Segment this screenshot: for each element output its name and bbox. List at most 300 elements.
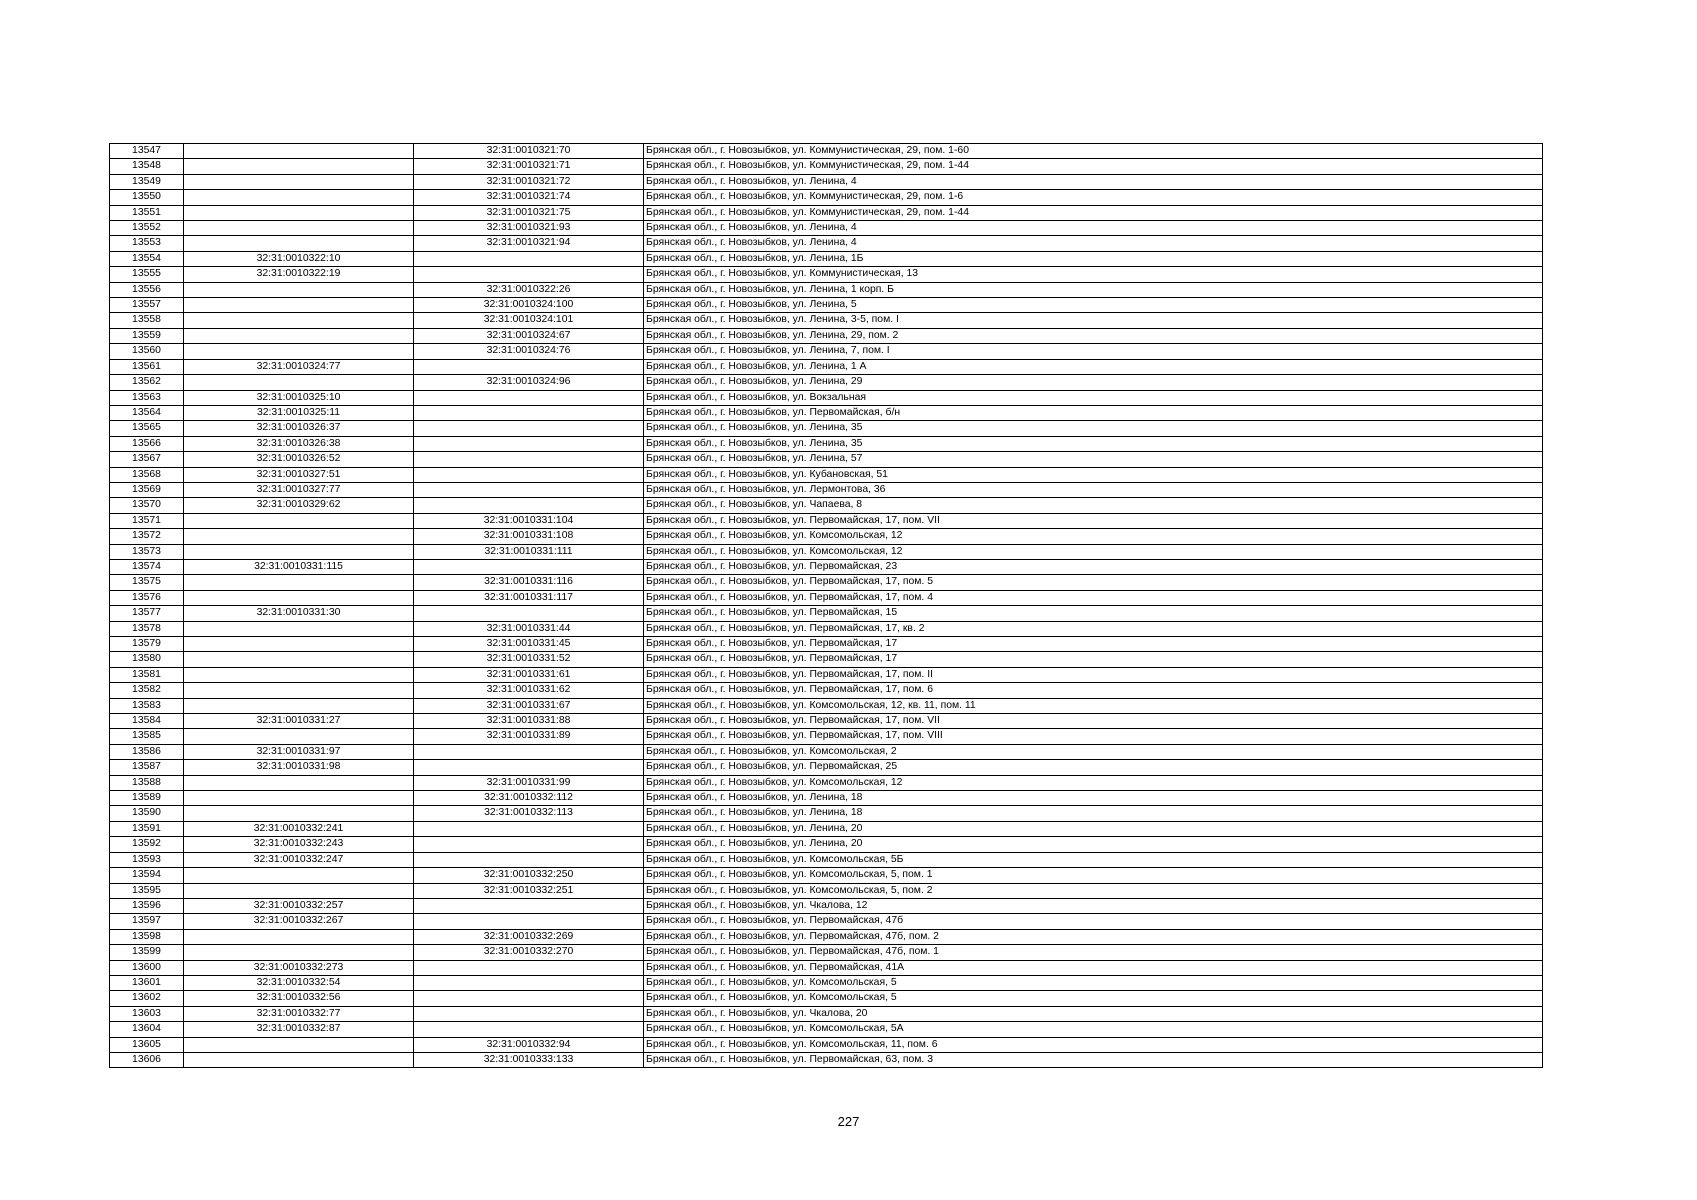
cadastral-parcel-cell: 32:31:0010326:52	[184, 452, 414, 467]
address-cell: Брянская обл., г. Новозыбков, ул. Первомайская, 47б	[644, 914, 1543, 929]
cadastral-object-cell	[414, 837, 644, 852]
table-row	[110, 883, 1543, 898]
table-row	[110, 405, 1543, 420]
row-number-cell: 13595	[110, 883, 184, 898]
row-number-cell: 13568	[110, 467, 184, 482]
cadastral-parcel-cell: 32:31:0010332:243	[184, 837, 414, 852]
row-number-cell: 13573	[110, 544, 184, 559]
cadastral-parcel-cell	[184, 174, 414, 189]
cadastral-parcel-cell	[184, 529, 414, 544]
cadastral-object-cell: 32:31:0010332:113	[414, 806, 644, 821]
row-number-cell: 13561	[110, 359, 184, 374]
row-number-cell: 13601	[110, 975, 184, 990]
row-number-cell: 13606	[110, 1052, 184, 1067]
table-row	[110, 929, 1543, 944]
cadastral-object-cell: 32:31:0010331:99	[414, 775, 644, 790]
cadastral-object-cell	[414, 559, 644, 574]
cadastral-parcel-cell	[184, 375, 414, 390]
cadastral-object-cell	[414, 1006, 644, 1021]
table-row	[110, 544, 1543, 559]
table-row	[110, 806, 1543, 821]
cadastral-object-cell	[414, 436, 644, 451]
cadastral-parcel-cell	[184, 282, 414, 297]
cadastral-object-cell	[414, 359, 644, 374]
table-row	[110, 282, 1543, 297]
address-cell: Брянская обл., г. Новозыбков, ул. Комсомольская, 12	[644, 544, 1543, 559]
address-cell: Брянская обл., г. Новозыбков, ул. Первомайская, 17, пом. 4	[644, 590, 1543, 605]
address-cell: Брянская обл., г. Новозыбков, ул. Коммунистическая, 29, пом. 1-60	[644, 144, 1543, 159]
address-cell: Брянская обл., г. Новозыбков, ул. Первомайская, 17, пом. VII	[644, 513, 1543, 528]
table-row	[110, 344, 1543, 359]
address-cell: Брянская обл., г. Новозыбков, ул. Ленина, 29	[644, 375, 1543, 390]
table-row	[110, 498, 1543, 513]
address-cell: Брянская обл., г. Новозыбков, ул. Ленина, 5	[644, 298, 1543, 313]
table-row	[110, 251, 1543, 266]
cadastral-parcel-cell: 32:31:0010326:37	[184, 421, 414, 436]
table-row	[110, 637, 1543, 652]
cadastral-parcel-cell	[184, 945, 414, 960]
address-cell: Брянская обл., г. Новозыбков, ул. Ленина, 35	[644, 436, 1543, 451]
cadastral-parcel-cell	[184, 775, 414, 790]
cadastral-parcel-cell	[184, 868, 414, 883]
cadastral-parcel-cell: 32:31:0010332:247	[184, 852, 414, 867]
cadastral-parcel-cell: 32:31:0010322:10	[184, 251, 414, 266]
cadastral-object-cell	[414, 821, 644, 836]
row-number-cell: 13576	[110, 590, 184, 605]
table-row	[110, 1022, 1543, 1037]
cadastral-parcel-cell: 32:31:0010324:77	[184, 359, 414, 374]
cadastral-object-cell	[414, 251, 644, 266]
cadastral-parcel-cell	[184, 144, 414, 159]
cadastral-object-cell	[414, 852, 644, 867]
table-row	[110, 714, 1543, 729]
row-number-cell: 13586	[110, 744, 184, 759]
row-number-cell: 13574	[110, 559, 184, 574]
table-row	[110, 683, 1543, 698]
address-cell: Брянская обл., г. Новозыбков, ул. Ленина, 4	[644, 174, 1543, 189]
table-row	[110, 559, 1543, 574]
cadastral-parcel-cell: 32:31:0010332:56	[184, 991, 414, 1006]
cadastral-parcel-cell	[184, 1052, 414, 1067]
cadastral-parcel-cell	[184, 544, 414, 559]
address-cell: Брянская обл., г. Новозыбков, ул. Первомайская, 17	[644, 652, 1543, 667]
address-cell: Брянская обл., г. Новозыбков, ул. Коммунистическая, 13	[644, 267, 1543, 282]
cadastral-parcel-cell	[184, 205, 414, 220]
table-row	[110, 698, 1543, 713]
table-row	[110, 359, 1543, 374]
row-number-cell: 13596	[110, 898, 184, 913]
cadastral-object-cell: 32:31:0010332:250	[414, 868, 644, 883]
cadastral-object-cell: 32:31:0010331:67	[414, 698, 644, 713]
row-number-cell: 13570	[110, 498, 184, 513]
cadastral-parcel-cell	[184, 667, 414, 682]
address-cell: Брянская обл., г. Новозыбков, ул. Лермонтова, 36	[644, 482, 1543, 497]
cadastral-parcel-cell	[184, 298, 414, 313]
row-number-cell: 13584	[110, 714, 184, 729]
address-cell: Брянская обл., г. Новозыбков, ул. Ленина, 29, пом. 2	[644, 328, 1543, 343]
cadastral-object-cell: 32:31:0010331:89	[414, 729, 644, 744]
address-cell: Брянская обл., г. Новозыбков, ул. Коммунистическая, 29, пом. 1-6	[644, 190, 1543, 205]
cadastral-object-cell: 32:31:0010333:133	[414, 1052, 644, 1067]
row-number-cell: 13602	[110, 991, 184, 1006]
cadastral-object-cell	[414, 421, 644, 436]
table-row	[110, 1052, 1543, 1067]
table-row	[110, 529, 1543, 544]
cadastral-object-cell: 32:31:0010324:96	[414, 375, 644, 390]
row-number-cell: 13603	[110, 1006, 184, 1021]
row-number-cell: 13550	[110, 190, 184, 205]
table-row	[110, 144, 1543, 159]
row-number-cell: 13559	[110, 328, 184, 343]
table-row	[110, 298, 1543, 313]
row-number-cell: 13556	[110, 282, 184, 297]
table-row	[110, 775, 1543, 790]
address-cell: Брянская обл., г. Новозыбков, ул. Чапаева, 8	[644, 498, 1543, 513]
table-row	[110, 375, 1543, 390]
address-cell: Брянская обл., г. Новозыбков, ул. Комсомольская, 5	[644, 991, 1543, 1006]
address-cell: Брянская обл., г. Новозыбков, ул. Ленина, 3-5, пом. I	[644, 313, 1543, 328]
cadastral-parcel-cell	[184, 590, 414, 605]
address-cell: Брянская обл., г. Новозыбков, ул. Вокзальная	[644, 390, 1543, 405]
table-row	[110, 452, 1543, 467]
address-cell: Брянская обл., г. Новозыбков, ул. Первомайская, 17, пом. VIII	[644, 729, 1543, 744]
table-row	[110, 945, 1543, 960]
table-row	[110, 313, 1543, 328]
row-number-cell: 13564	[110, 405, 184, 420]
cadastral-parcel-cell: 32:31:0010327:51	[184, 467, 414, 482]
row-number-cell: 13552	[110, 221, 184, 236]
cadastral-object-cell: 32:31:0010321:72	[414, 174, 644, 189]
address-cell: Брянская обл., г. Новозыбков, ул. Ленина, 4	[644, 221, 1543, 236]
row-number-cell: 13577	[110, 606, 184, 621]
row-number-cell: 13555	[110, 267, 184, 282]
address-cell: Брянская обл., г. Новозыбков, ул. Ленина, 20	[644, 821, 1543, 836]
table-row	[110, 590, 1543, 605]
cadastral-object-cell	[414, 1022, 644, 1037]
cadastral-object-cell	[414, 744, 644, 759]
cadastral-object-cell: 32:31:0010322:26	[414, 282, 644, 297]
cadastral-object-cell: 32:31:0010332:270	[414, 945, 644, 960]
cadastral-parcel-cell	[184, 344, 414, 359]
row-number-cell: 13578	[110, 621, 184, 636]
address-cell: Брянская обл., г. Новозыбков, ул. Первомайская, 25	[644, 760, 1543, 775]
cadastral-parcel-cell	[184, 729, 414, 744]
row-number-cell: 13588	[110, 775, 184, 790]
row-number-cell: 13597	[110, 914, 184, 929]
cadastral-parcel-cell	[184, 328, 414, 343]
cadastral-parcel-cell	[184, 236, 414, 251]
address-cell: Брянская обл., г. Новозыбков, ул. Ленина, 7, пом. I	[644, 344, 1543, 359]
row-number-cell: 13575	[110, 575, 184, 590]
row-number-cell: 13594	[110, 868, 184, 883]
table-row	[110, 868, 1543, 883]
cadastral-object-cell: 32:31:0010324:67	[414, 328, 644, 343]
address-cell: Брянская обл., г. Новозыбков, ул. Ленина, 4	[644, 236, 1543, 251]
cadastral-parcel-cell	[184, 637, 414, 652]
row-number-cell: 13547	[110, 144, 184, 159]
row-number-cell: 13589	[110, 791, 184, 806]
row-number-cell: 13566	[110, 436, 184, 451]
table-row	[110, 575, 1543, 590]
table-row	[110, 190, 1543, 205]
address-cell: Брянская обл., г. Новозыбков, ул. Кубановская, 51	[644, 467, 1543, 482]
cadastral-parcel-cell	[184, 1037, 414, 1052]
address-cell: Брянская обл., г. Новозыбков, ул. Ленина, 35	[644, 421, 1543, 436]
row-number-cell: 13565	[110, 421, 184, 436]
cadastral-parcel-cell	[184, 575, 414, 590]
address-cell: Брянская обл., г. Новозыбков, ул. Комсомольская, 5, пом. 2	[644, 883, 1543, 898]
table-row	[110, 236, 1543, 251]
row-number-cell: 13572	[110, 529, 184, 544]
cadastral-object-cell: 32:31:0010321:75	[414, 205, 644, 220]
cadastral-object-cell: 32:31:0010321:70	[414, 144, 644, 159]
row-number-cell: 13580	[110, 652, 184, 667]
cadastral-object-cell: 32:31:0010324:100	[414, 298, 644, 313]
table-row	[110, 914, 1543, 929]
cadastral-object-cell: 32:31:0010331:116	[414, 575, 644, 590]
cadastral-parcel-cell: 32:31:0010332:267	[184, 914, 414, 929]
table-row	[110, 991, 1543, 1006]
row-number-cell: 13593	[110, 852, 184, 867]
cadastral-object-cell: 32:31:0010321:74	[414, 190, 644, 205]
cadastral-object-cell: 32:31:0010331:44	[414, 621, 644, 636]
address-cell: Брянская обл., г. Новозыбков, ул. Комсомольская, 12, кв. 11, пом. 11	[644, 698, 1543, 713]
cadastral-parcel-cell: 32:31:0010331:27	[184, 714, 414, 729]
cadastral-object-cell	[414, 760, 644, 775]
row-number-cell: 13592	[110, 837, 184, 852]
address-cell: Брянская обл., г. Новозыбков, ул. Комсомольская, 12	[644, 529, 1543, 544]
address-cell: Брянская обл., г. Новозыбков, ул. Первомайская, 15	[644, 606, 1543, 621]
cadastral-object-cell	[414, 482, 644, 497]
row-number-cell: 13551	[110, 205, 184, 220]
table-row	[110, 390, 1543, 405]
table-row	[110, 898, 1543, 913]
cadastral-object-cell	[414, 975, 644, 990]
row-number-cell: 13598	[110, 929, 184, 944]
cadastral-object-cell	[414, 960, 644, 975]
cadastral-parcel-cell: 32:31:0010332:77	[184, 1006, 414, 1021]
cadastral-parcel-cell	[184, 513, 414, 528]
cadastral-object-cell: 32:31:0010331:117	[414, 590, 644, 605]
table-row	[110, 205, 1543, 220]
address-cell: Брянская обл., г. Новозыбков, ул. Первомайская, 17, пом. VII	[644, 714, 1543, 729]
table-row	[110, 159, 1543, 174]
row-number-cell: 13585	[110, 729, 184, 744]
cadastral-parcel-cell	[184, 683, 414, 698]
cadastral-parcel-cell: 32:31:0010332:87	[184, 1022, 414, 1037]
address-cell: Брянская обл., г. Новозыбков, ул. Первомайская, 17	[644, 637, 1543, 652]
table-row	[110, 837, 1543, 852]
row-number-cell: 13581	[110, 667, 184, 682]
address-cell: Брянская обл., г. Новозыбков, ул. Ленина, 18	[644, 791, 1543, 806]
table-row	[110, 328, 1543, 343]
address-cell: Брянская обл., г. Новозыбков, ул. Первомайская, 17, пом. 5	[644, 575, 1543, 590]
address-cell: Брянская обл., г. Новозыбков, ул. Коммунистическая, 29, пом. 1-44	[644, 205, 1543, 220]
table-row	[110, 621, 1543, 636]
row-number-cell: 13571	[110, 513, 184, 528]
cadastral-object-cell	[414, 898, 644, 913]
cadastral-object-cell: 32:31:0010324:101	[414, 313, 644, 328]
row-number-cell: 13604	[110, 1022, 184, 1037]
cadastral-parcel-cell	[184, 159, 414, 174]
cadastral-object-cell	[414, 390, 644, 405]
table-row	[110, 960, 1543, 975]
address-cell: Брянская обл., г. Новозыбков, ул. Ленина, 1 корп. Б	[644, 282, 1543, 297]
table-row	[110, 821, 1543, 836]
row-number-cell: 13599	[110, 945, 184, 960]
cadastral-parcel-cell	[184, 621, 414, 636]
row-number-cell: 13590	[110, 806, 184, 821]
row-number-cell: 13569	[110, 482, 184, 497]
cadastral-object-cell: 32:31:0010324:76	[414, 344, 644, 359]
table-row	[110, 760, 1543, 775]
address-cell: Брянская обл., г. Новозыбков, ул. Первомайская, 17, пом. II	[644, 667, 1543, 682]
cadastral-object-cell: 32:31:0010332:251	[414, 883, 644, 898]
address-cell: Брянская обл., г. Новозыбков, ул. Первомайская, 47б, пом. 1	[644, 945, 1543, 960]
cadastral-parcel-cell	[184, 806, 414, 821]
table-row	[110, 667, 1543, 682]
table-row	[110, 1006, 1543, 1021]
row-number-cell: 13562	[110, 375, 184, 390]
cadastral-parcel-cell: 32:31:0010332:273	[184, 960, 414, 975]
address-cell: Брянская обл., г. Новозыбков, ул. Первомайская, 47б, пом. 2	[644, 929, 1543, 944]
row-number-cell: 13605	[110, 1037, 184, 1052]
cadastral-parcel-cell: 32:31:0010331:115	[184, 559, 414, 574]
cadastral-parcel-cell	[184, 221, 414, 236]
cadastral-parcel-cell	[184, 652, 414, 667]
row-number-cell: 13591	[110, 821, 184, 836]
cadastral-object-cell	[414, 405, 644, 420]
row-number-cell: 13560	[110, 344, 184, 359]
registry-table	[109, 143, 1543, 1068]
table-row	[110, 467, 1543, 482]
registry-table-body	[110, 144, 1543, 1068]
table-row	[110, 652, 1543, 667]
address-cell: Брянская обл., г. Новозыбков, ул. Ленина, 18	[644, 806, 1543, 821]
cadastral-parcel-cell: 32:31:0010332:241	[184, 821, 414, 836]
table-row	[110, 436, 1543, 451]
address-cell: Брянская обл., г. Новозыбков, ул. Комсомольская, 12	[644, 775, 1543, 790]
address-cell: Брянская обл., г. Новозыбков, ул. Комсомольская, 5Б	[644, 852, 1543, 867]
cadastral-object-cell: 32:31:0010332:112	[414, 791, 644, 806]
row-number-cell: 13567	[110, 452, 184, 467]
cadastral-parcel-cell	[184, 698, 414, 713]
row-number-cell: 13558	[110, 313, 184, 328]
address-cell: Брянская обл., г. Новозыбков, ул. Коммунистическая, 29, пом. 1-44	[644, 159, 1543, 174]
cadastral-parcel-cell	[184, 313, 414, 328]
address-cell: Брянская обл., г. Новозыбков, ул. Первомайская, 41А	[644, 960, 1543, 975]
table-row	[110, 482, 1543, 497]
address-cell: Брянская обл., г. Новозыбков, ул. Комсомольская, 11, пом. 6	[644, 1037, 1543, 1052]
cadastral-parcel-cell: 32:31:0010331:30	[184, 606, 414, 621]
cadastral-parcel-cell	[184, 883, 414, 898]
row-number-cell: 13557	[110, 298, 184, 313]
address-cell: Брянская обл., г. Новозыбков, ул. Ленина, 20	[644, 837, 1543, 852]
cadastral-object-cell: 32:31:0010321:94	[414, 236, 644, 251]
cadastral-object-cell: 32:31:0010331:88	[414, 714, 644, 729]
address-cell: Брянская обл., г. Новозыбков, ул. Ленина, 1 А	[644, 359, 1543, 374]
address-cell: Брянская обл., г. Новозыбков, ул. Чкалова, 20	[644, 1006, 1543, 1021]
cadastral-object-cell	[414, 267, 644, 282]
cadastral-object-cell: 32:31:0010331:62	[414, 683, 644, 698]
row-number-cell: 13554	[110, 251, 184, 266]
row-number-cell: 13587	[110, 760, 184, 775]
address-cell: Брянская обл., г. Новозыбков, ул. Комсомольская, 2	[644, 744, 1543, 759]
cadastral-object-cell	[414, 452, 644, 467]
cadastral-object-cell	[414, 467, 644, 482]
address-cell: Брянская обл., г. Новозыбков, ул. Первомайская, 17, пом. 6	[644, 683, 1543, 698]
table-row	[110, 729, 1543, 744]
address-cell: Брянская обл., г. Новозыбков, ул. Ленина, 1Б	[644, 251, 1543, 266]
address-cell: Брянская обл., г. Новозыбков, ул. Комсомольская, 5А	[644, 1022, 1543, 1037]
cadastral-parcel-cell: 32:31:0010327:77	[184, 482, 414, 497]
cadastral-object-cell	[414, 606, 644, 621]
row-number-cell: 13549	[110, 174, 184, 189]
cadastral-parcel-cell: 32:31:0010325:11	[184, 405, 414, 420]
address-cell: Брянская обл., г. Новозыбков, ул. Ленина, 57	[644, 452, 1543, 467]
cadastral-object-cell: 32:31:0010331:104	[414, 513, 644, 528]
cadastral-parcel-cell	[184, 190, 414, 205]
cadastral-object-cell: 32:31:0010332:269	[414, 929, 644, 944]
cadastral-object-cell	[414, 991, 644, 1006]
table-row	[110, 975, 1543, 990]
page-number: 227	[837, 1114, 860, 1129]
row-number-cell: 13563	[110, 390, 184, 405]
address-cell: Брянская обл., г. Новозыбков, ул. Комсомольская, 5	[644, 975, 1543, 990]
cadastral-parcel-cell: 32:31:0010326:38	[184, 436, 414, 451]
table-row	[110, 513, 1543, 528]
row-number-cell: 13583	[110, 698, 184, 713]
cadastral-object-cell	[414, 914, 644, 929]
row-number-cell: 13548	[110, 159, 184, 174]
address-cell: Брянская обл., г. Новозыбков, ул. Первомайская, 63, пом. 3	[644, 1052, 1543, 1067]
table-row	[110, 267, 1543, 282]
cadastral-object-cell: 32:31:0010331:111	[414, 544, 644, 559]
cadastral-object-cell: 32:31:0010331:52	[414, 652, 644, 667]
table-row	[110, 791, 1543, 806]
table-row	[110, 174, 1543, 189]
cadastral-parcel-cell: 32:31:0010331:97	[184, 744, 414, 759]
row-number-cell: 13579	[110, 637, 184, 652]
cadastral-parcel-cell: 32:31:0010329:62	[184, 498, 414, 513]
cadastral-parcel-cell: 32:31:0010325:10	[184, 390, 414, 405]
cadastral-parcel-cell	[184, 929, 414, 944]
address-cell: Брянская обл., г. Новозыбков, ул. Первомайская, 17, кв. 2	[644, 621, 1543, 636]
cadastral-parcel-cell: 32:31:0010332:54	[184, 975, 414, 990]
cadastral-object-cell: 32:31:0010331:108	[414, 529, 644, 544]
address-cell: Брянская обл., г. Новозыбков, ул. Чкалова, 12	[644, 898, 1543, 913]
cadastral-parcel-cell	[184, 791, 414, 806]
address-cell: Брянская обл., г. Новозыбков, ул. Комсомольская, 5, пом. 1	[644, 868, 1543, 883]
cadastral-object-cell: 32:31:0010321:93	[414, 221, 644, 236]
table-row	[110, 852, 1543, 867]
table-row	[110, 1037, 1543, 1052]
cadastral-parcel-cell: 32:31:0010322:19	[184, 267, 414, 282]
cadastral-parcel-cell: 32:31:0010331:98	[184, 760, 414, 775]
row-number-cell: 13553	[110, 236, 184, 251]
cadastral-parcel-cell: 32:31:0010332:257	[184, 898, 414, 913]
address-cell: Брянская обл., г. Новозыбков, ул. Первомайская, б/н	[644, 405, 1543, 420]
cadastral-object-cell: 32:31:0010331:61	[414, 667, 644, 682]
cadastral-object-cell: 32:31:0010332:94	[414, 1037, 644, 1052]
cadastral-object-cell: 32:31:0010331:45	[414, 637, 644, 652]
table-row	[110, 221, 1543, 236]
row-number-cell: 13600	[110, 960, 184, 975]
table-row	[110, 606, 1543, 621]
row-number-cell: 13582	[110, 683, 184, 698]
table-row	[110, 744, 1543, 759]
address-cell: Брянская обл., г. Новозыбков, ул. Первомайская, 23	[644, 559, 1543, 574]
